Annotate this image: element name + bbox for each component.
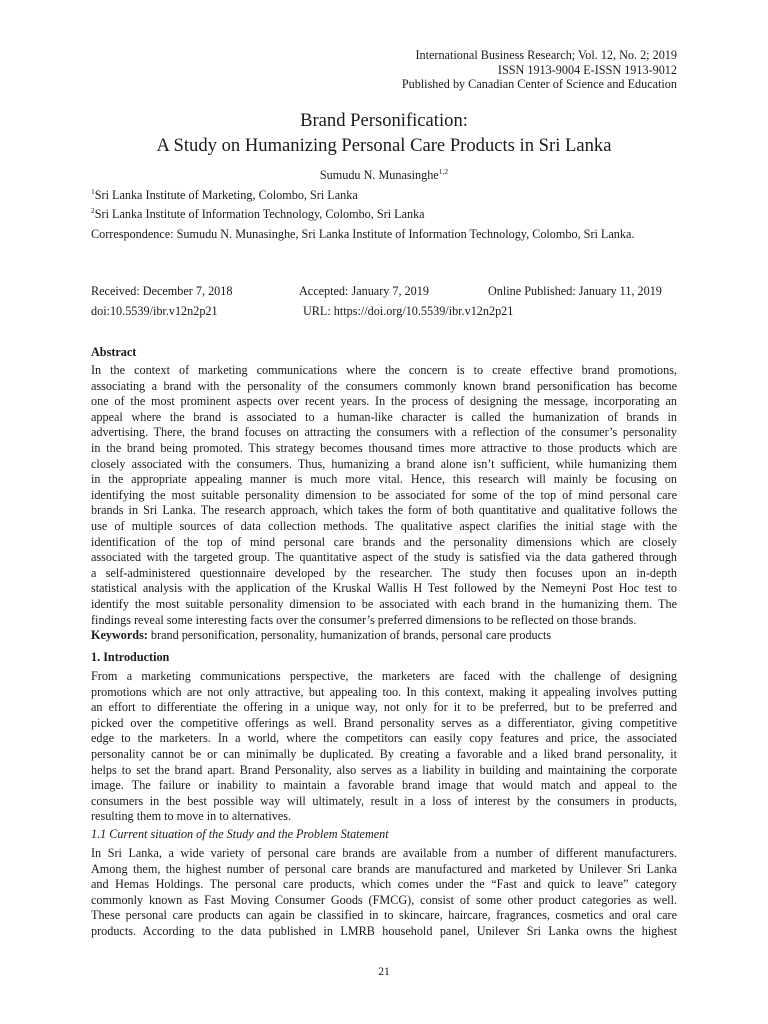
introduction-line: personality cannot be or can minimally be duplicated. By creating a favorable and a liked brand personality, it [91,746,677,761]
abstract-line: statistical analysis with the application of the Kruskal Wallis H Test followed by the Nemeyni Post Hoc test to [91,581,677,596]
keywords-label: Keywords: [91,628,148,642]
introduction-line: resulting them to move in to alternatives. [91,809,292,824]
section-line: Among them, the highest number of personal care brands are manufactured and marketed by Unilever Sri Lanka [91,861,677,876]
abstract-line: associating a brand with the personality of the consumers commonly known brand personification has become [91,378,677,393]
affiliation-mark: 1 [91,187,95,196]
title-line-1: Brand Personification: [300,110,468,131]
journal-header [402,48,677,92]
doi: doi:10.5539/ibr.v12n2p21 [91,304,218,318]
introduction-body [91,669,677,825]
abstract-line: one of the most prominent aspects over recent years. In the process of designing the message, incorporating an [91,394,677,409]
doi-url[interactable]: URL: https://doi.org/10.5539/ibr.v12n2p21 [303,304,514,318]
section-line: These personal care products can again be classified in to skincare, haircare, fragrances, cosmetics and oral care [91,908,677,923]
abstract-line: In the context of marketing communications where the concern is to create effective brand promotions, [91,363,677,377]
abstract-line: identifying the most suitable personality dimension to be associated for some of the top of mind personal care [91,487,677,502]
journal-citation: International Business Research; Vol. 12, No. 2; 2019 [415,48,677,62]
abstract-body [91,363,677,628]
introduction-line: From a marketing communications perspective, the marketers are faced with the challenge of designing [91,669,677,683]
abstract-line: findings reveal some interesting facts over the consumer’s preferred dimensions to be reflected on those brands. [91,612,637,627]
affiliation-1 [91,188,358,203]
affiliation-mark: 2 [91,206,95,215]
author-affiliation-marks: 1,2 [438,167,449,176]
abstract-line: identify the most suitable personality dimension to be associated with each brand in the humanizing them. The [91,596,677,611]
abstract-line: in the appropriate appealing manner is much more vital. Hence, this research will mainly be focusing on [91,472,677,487]
published-date: Online Published: January 11, 2019 [488,284,662,298]
abstract-line: in the brand being promoted. This strategy becomes thousand times more attractive to those products which are [91,440,677,455]
abstract-line: closely associated with the consumers. Thus, humanizing a brand alone isn’t sufficient, while humanizing them [91,456,677,471]
introduction-line: an effort to differentiate the offering in a unique way, not only for it to be preferred, but to be preferred and [91,700,677,715]
paper-title [91,108,677,158]
journal-issn: ISSN 1913-9004 E-ISSN 1913-9012 [497,62,677,77]
section-1-1-heading: 1.1 Current situation of the Study and the Problem Statement [91,827,389,841]
page-number: 21 [378,966,390,978]
abstract-line: brands in Sri Lanka. The research approach, which takes the form of both quantitative and qualitative follows the [91,503,677,518]
abstract-line: advertising. There, the brand focuses on attracting the consumers with a reflection of the consumer’s personality [91,425,677,440]
accepted-date: Accepted: January 7, 2019 [299,284,429,298]
section-1-1-body [91,846,677,940]
abstract-line: a self-administered questionnaire developed by the researcher. The study then focuses upon an in-depth [91,565,677,580]
keywords-text: brand personification, personality, humanization of brands, personal care products [150,628,552,642]
section-line: and Hemas Holdings. The personal care products, which comes under the “Fast and quick to leave” category [91,877,677,892]
introduction-line: edge to the marketers. In a world, where the competitors can easily copy features and price, the associated [91,731,677,746]
author-name: Sumudu N. Munasinghe [319,168,439,182]
affiliation-text: Sri Lanka Institute of Information Technology, Colombo, Sri Lanka [94,207,425,221]
abstract-line: identification of the top of mind personal care brands and the personality dimensions which are closely [91,534,677,549]
correspondence: Correspondence: Sumudu N. Munasinghe, Sri Lanka Institute of Information Technology, Colombo, Sri Lanka. [91,227,635,241]
title-line-2: A Study on Humanizing Personal Care Products in Sri Lanka [156,135,612,156]
abstract-line: associated with the targeted group. The quantitative aspect of the study is satisfied via the data gathered through [91,550,677,565]
introduction-line: image. The failure or inability to maintain a favorable brand image that would match and appeal to the [91,778,677,793]
introduction-line: helps to set the brand apart. Brand Personality, also serves as a liability in building and maintaining the corporate [91,762,677,777]
abstract-line: use of multiple sources of data collection methods. The qualitative aspect clarifies the initial stage with the [91,518,677,533]
abstract-line: appeal where the brand is associated to a human-like character is called the humanization of brands in [91,409,677,424]
introduction-line: promotions which are not only attractive, but appealing too. In this context, making it appealing involves putting [91,684,677,699]
introduction-line: consumers in the best possible way will ultimately, result in a loss of interest by the consumers in products, [91,793,677,808]
introduction-line: picked over the competitive offerings as well. Brand personality serves as a differentiator, giving competitive [91,715,677,730]
section-line: In Sri Lanka, a wide variety of personal care brands are available from a number of different manufacturers. [91,846,677,860]
introduction-heading: 1. Introduction [91,650,170,664]
section-line: products. According to the data published in LMRB household panel, Unilever Sri Lanka owns the highest [91,923,677,938]
author-line [91,168,677,183]
abstract-heading: Abstract [91,345,137,359]
affiliation-2 [91,207,425,222]
received-date: Received: December 7, 2018 [91,284,233,298]
keywords [91,628,551,643]
journal-publisher: Published by Canadian Center of Science and Education [401,77,677,91]
affiliation-text: Sri Lanka Institute of Marketing, Colombo, Sri Lanka [94,188,358,202]
section-line: commonly known as Fast Moving Consumer Goods (FMCG), consist of some other product categories as well. [91,892,677,907]
